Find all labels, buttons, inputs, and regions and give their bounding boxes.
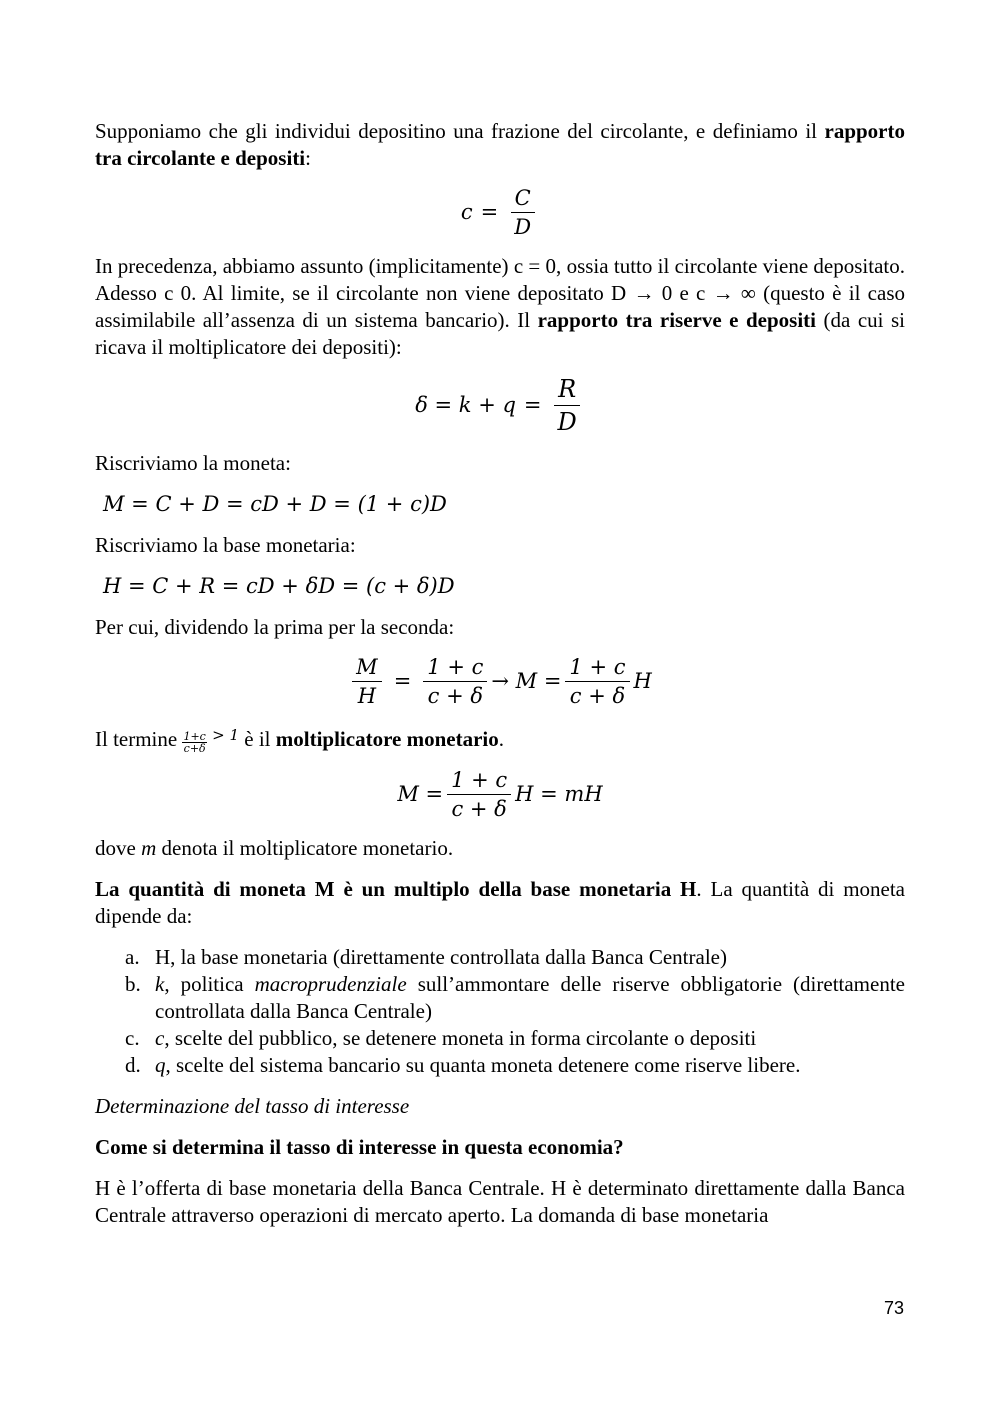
p2-bold-term: rapporto tra riserve e depositi (537, 308, 817, 332)
eq1-lhs: c (460, 200, 473, 224)
p8-after: . La quantità di moneta dipende da: (95, 877, 905, 928)
eq6-numerator: 1 + c (447, 768, 511, 795)
list-item-text: H, la base monetaria (direttamente controllata dalla Banca Centrale) (155, 945, 727, 969)
paragraph-divide: Per cui, dividendo la prima per la seconda: (95, 615, 455, 639)
eq4-expression: H = C + R = cD + δD = (c + δ)D (103, 574, 455, 598)
determinants-list (95, 944, 905, 1079)
eq5-equals: = (393, 669, 412, 693)
eq2-numerator: R (554, 375, 580, 406)
eq1-denominator: D (514, 215, 532, 239)
eq2-lhs: δ = k + q (415, 393, 516, 417)
eq5-f2-denominator: c + δ (427, 684, 484, 708)
paragraph-m-denotes (95, 835, 905, 862)
list-marker: a. (125, 945, 140, 969)
list-item (125, 971, 905, 1025)
subheading-text: Determinazione del tasso di interesse (95, 1094, 410, 1118)
list-item-text: , scelte del pubblico, se detenere moneta in forma circolante o depositi (164, 1026, 757, 1050)
p6-period: . (498, 727, 504, 751)
page-content (95, 118, 905, 1243)
eq5-arrow: → M = (491, 669, 562, 693)
paragraph-offer: H è l’offerta di base monetaria della Banca Centrale. H è determinato direttamente dalla Banca Centrale attraverso operazioni di mercato aperto. La domanda di base monetaria (95, 1176, 905, 1227)
p8-bold-statement: La quantità di moneta M è un multiplo della base monetaria H (95, 877, 697, 901)
eq6-fraction (447, 768, 511, 821)
list-item-text: , politica (164, 972, 255, 996)
eq1-fraction (510, 186, 535, 239)
paragraph-multiplier-term (95, 722, 905, 754)
paragraph-intro (95, 118, 905, 172)
list-item (125, 944, 905, 971)
p6-before: Il termine (95, 727, 178, 751)
list-marker: b. (125, 972, 141, 996)
eq5-f1-numerator: M (352, 655, 382, 682)
list-item-variable: c (155, 1026, 165, 1050)
eq5-fraction-3 (565, 655, 629, 708)
p6-frac-numerator: 1+c (183, 730, 206, 743)
intro-colon: : (305, 146, 311, 170)
eq3-expression: M = C + D = cD + D = (1 + c)D (103, 492, 447, 516)
eq1-equals: = (480, 200, 499, 224)
p6-inline-fraction (182, 731, 206, 754)
p7-italic-m: m (141, 836, 157, 860)
list-marker: c. (125, 1026, 140, 1050)
eq5-f1-denominator: H (357, 684, 377, 708)
p6-bold-term: moltiplicatore monetario (275, 727, 499, 751)
eq5-fraction-2 (423, 655, 487, 708)
equation-monetary-base (95, 573, 905, 600)
list-item-text-2: sull’ammontare delle riserve obbligatorie (direttamente controllata dalla Banca Centrale) (155, 972, 905, 1023)
section-subheading (95, 1093, 905, 1120)
list-item-italic-term: macroprudenziale (254, 972, 407, 996)
equation-ratio (95, 655, 905, 708)
eq5-f3-denominator: c + δ (569, 684, 626, 708)
eq6-lhs: M = (397, 782, 444, 806)
paragraph-quantity (95, 876, 905, 930)
list-marker: d. (125, 1053, 141, 1077)
section-question (95, 1134, 905, 1161)
p7-after: denota il moltiplicatore monetario. (156, 836, 454, 860)
equation-delta (95, 375, 905, 436)
question-text: Come si determina il tasso di interesse in questa economia? (95, 1135, 624, 1159)
p2-after: (da cui si ricava il moltiplicatore dei depositi): (95, 308, 905, 359)
eq5-tail: H (633, 669, 652, 693)
eq6-rhs: H = mH (515, 782, 603, 806)
eq1-numerator: C (511, 186, 535, 213)
list-item-variable: q (155, 1053, 166, 1077)
intro-text: Supponiamo che gli individui depositino una frazione del circolante, e definiamo il (95, 119, 825, 143)
p6-relation: > 1 (212, 726, 239, 744)
p2-text: In precedenza, abbiamo assunto (implicitamente) c = 0, ossia tutto il circolante viene depositato. Adesso c 0. Al limite, se il circolante non viene depositato D → 0 e c → ∞ (questo è il caso assimilabile all’assenza di un sistema bancario). Il (95, 254, 905, 332)
eq6-denominator: c + δ (451, 797, 507, 821)
eq5-f2-numerator: 1 + c (423, 655, 487, 682)
equation-multiplier (95, 768, 905, 821)
eq2-fraction (554, 375, 581, 436)
page-number: 73 (884, 1298, 905, 1318)
paragraph-rewrite-money: Riscriviamo la moneta: (95, 451, 291, 475)
eq2-equals: = (523, 393, 542, 417)
p7-before: dove (95, 836, 142, 860)
eq5-fraction-mh (352, 655, 382, 708)
list-item-variable: k (155, 972, 165, 996)
p6-mid: è il (239, 727, 276, 751)
equation-money (95, 491, 905, 518)
eq2-denominator: D (557, 408, 577, 436)
list-item-text: , scelte del sistema bancario su quanta moneta detenere come riserve libere. (165, 1053, 801, 1077)
intro-bold-term: rapporto tra circolante e depositi (95, 119, 905, 170)
eq5-f3-numerator: 1 + c (565, 655, 629, 682)
list-item (125, 1052, 905, 1079)
equation-c-ratio (95, 186, 905, 239)
paragraph-rewrite-base: Riscriviamo la base monetaria: (95, 533, 356, 557)
list-item (125, 1025, 905, 1052)
p6-frac-denominator: c+δ (183, 742, 206, 755)
paragraph-reserve-ratio (95, 253, 905, 361)
